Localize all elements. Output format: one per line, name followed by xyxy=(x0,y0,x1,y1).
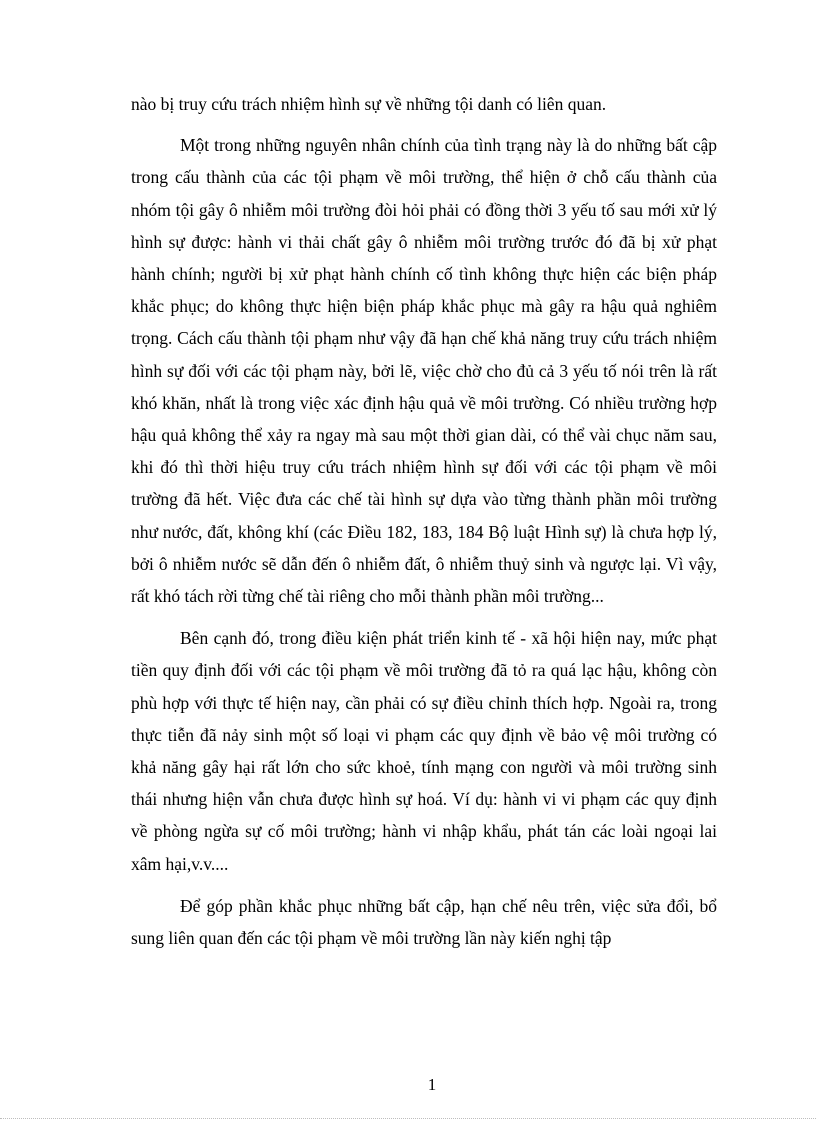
page-body xyxy=(131,88,717,954)
paragraph-continuation: nào bị truy cứu trách nhiệm hình sự về những tội danh có liên quan. xyxy=(131,94,607,114)
page-bottom-border xyxy=(0,1118,816,1119)
paragraph-proposal: Để góp phần khắc phục những bất cập, hạn chế nêu trên, việc sửa đổi, bổ sung liên quan đến các tội phạm về môi trường lần này kiến nghị tập xyxy=(131,895,717,949)
page-number: 1 xyxy=(427,1075,437,1094)
paragraph-causes: Một trong những nguyên nhân chính của tình trạng này là do những bất cập trong cấu thành của các tội phạm về môi trường, thể hiện ở chỗ cấu thành của nhóm tội gây ô nhiễm môi trường đòi hỏi phải có đồng thời 3 yếu tố sau mới xử lý hình sự được: hành vi thải chất gây ô nhiễm môi trường trước đó đã bị xử phạt hành chính; người bị xử phạt hành chính cố tình không thực hiện các biện pháp khắc phục; do không thực hiện biện pháp khắc phục mà gây ra hậu quả nghiêm trọng. Cách cấu thành tội phạm như vậy đã hạn chế khả năng truy cứu trách nhiệm hình sự đối với các tội phạm này, bởi lẽ, việc chờ cho đủ cả 3 yếu tố nói trên là rất khó khăn, nhất là trong việc xác định hậu quả về môi trường. Có nhiều trường hợp hậu quả không thể xảy ra ngay mà sau một thời gian dài, có thể vài chục năm sau, khi đó thì thời hiệu truy cứu trách nhiệm hình sự đối với các tội phạm về môi trường đã hết. Việc đưa các chế tài hình sự dựa vào từng thành phần môi trường như nước, đất, không khí (các Điều 182, 183, 184 Bộ luật Hình sự) là chưa hợp lý, bởi ô nhiễm nước sẽ dẫn đến ô nhiễm đất, ô nhiễm thuỷ sinh và ngược lại. Vì vậy, rất khó tách rời từng chế tài riêng cho mỗi thành phần môi trường... xyxy=(131,135,717,607)
paragraph-fines: Bên cạnh đó, trong điều kiện phát triển kinh tế - xã hội hiện nay, mức phạt tiền quy định đối với các tội phạm về môi trường đã tỏ ra quá lạc hậu, không còn phù hợp với thực tế hiện nay, cần phải có sự điều chỉnh thích hợp. Ngoài ra, trong thực tiễn đã nảy sinh một số loại vi phạm các quy định về bảo vệ môi trường có khả năng gây hại rất lớn cho sức khoẻ, tính mạng con người và môi trường sinh thái nhưng hiện vẫn chưa được hình sự hoá. Ví dụ: hành vi vi phạm các quy định về phòng ngừa sự cố môi trường; hành vi nhập khẩu, phát tán các loài ngoại lai xâm hại,v.v.... xyxy=(131,628,717,874)
